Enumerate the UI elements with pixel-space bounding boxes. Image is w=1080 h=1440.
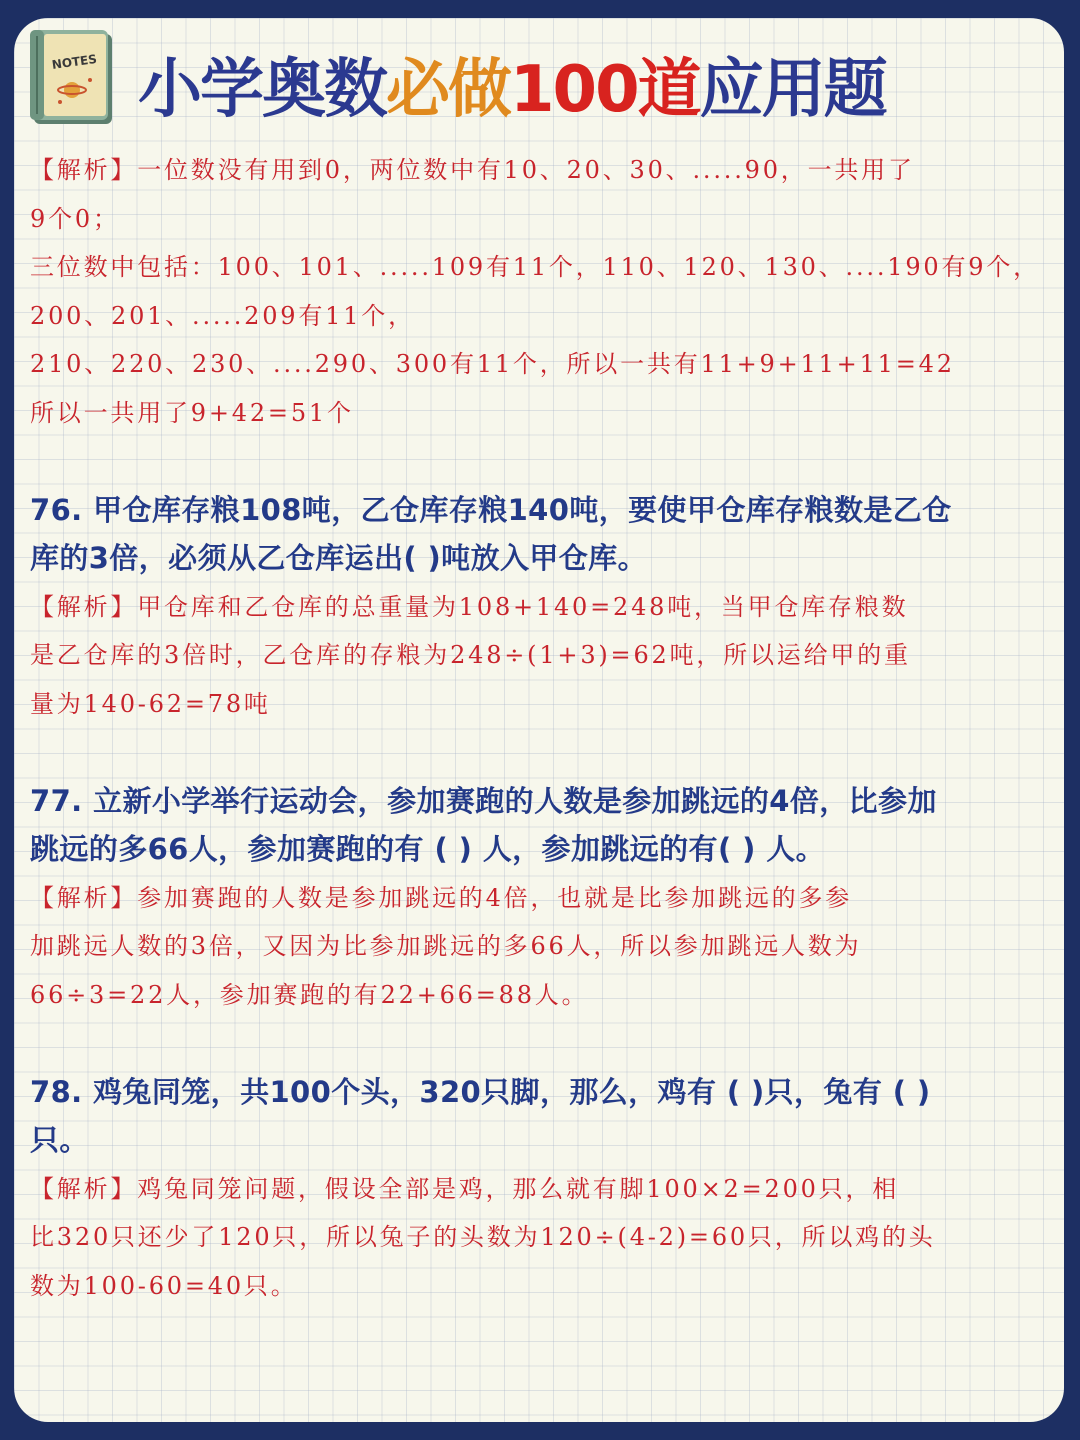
answer-line: 【解析】鸡兔同笼问题，假设全部是鸡，那么就有脚100×2=200只，相: [30, 1174, 900, 1203]
problem-77: [30, 777, 1055, 1020]
question-line: 只。: [30, 1123, 89, 1157]
answer-line: 比320只还少了120只，所以兔子的头数为120÷(4-2)=60只，所以鸡的头: [30, 1223, 936, 1251]
title-part-4: 应用题: [699, 53, 886, 127]
page-title: [138, 40, 886, 140]
question-line: 78. 鸡兔同笼，共100个头，320只脚，那么，鸡有 ( )只，兔有 ( ): [30, 1074, 931, 1109]
answer-line: 加跳远人数的3倍，又因为比参加跳远的多66人，所以参加跳远人数为: [30, 932, 862, 960]
answer-line: 量为140-62=78吨: [30, 689, 271, 718]
notebook-page: [14, 18, 1064, 1422]
question-line: 库的3倍，必须从乙仓库运出( )吨放入甲仓库。: [30, 541, 647, 575]
answer-line: 【解析】甲仓库和乙仓库的总重量为108+140=248吨，当甲仓库存粮数: [30, 592, 909, 621]
title-part-2: 必做: [386, 53, 510, 127]
answer-line: 66÷3=22人，参加赛跑的有22+66=88人。: [30, 980, 589, 1009]
answer-line: 【解析】参加赛跑的人数是参加跳远的4倍，也就是比参加跳远的多参: [30, 883, 853, 912]
notebook-icon: [26, 24, 122, 128]
answer-line: 9个0；: [30, 204, 120, 233]
answer-line: 所以一共用了9+42=51个: [30, 398, 354, 427]
title-part-3: 100道: [510, 53, 700, 127]
answer-line: 数为100-60=40只。: [30, 1271, 298, 1300]
answer-line: 三位数中包括：100、101、.....109有11个，110、120、130、....190有9个，: [30, 253, 1040, 281]
answer-line: 210、220、230、....290、300有11个，所以一共有11+9+11+11=42: [30, 350, 955, 378]
spacer: [30, 728, 1055, 777]
answer-line: 是乙仓库的3倍时，乙仓库的存粮为248÷(1+3)=62吨，所以运给甲的重: [30, 641, 911, 669]
answer-line: 【解析】一位数没有用到0，两位数中有10、20、30、.....90，一共用了: [30, 156, 915, 184]
question-line: 76. 甲仓库存粮108吨，乙仓库存粮140吨，要使甲仓库存粮数是乙仓: [30, 492, 952, 527]
notebook-label: NOTES: [50, 51, 98, 73]
problem-list: [30, 146, 1055, 1310]
question-line: 跳远的多66人，参加赛跑的有 ( ) 人，参加跳远的有( ) 人。: [30, 832, 826, 866]
question-line: 77. 立新小学举行运动会，参加赛跑的人数是参加跳远的4倍，比参加: [30, 783, 937, 818]
problem-76: [30, 486, 1055, 729]
title-part-1: 小学奥数: [138, 53, 386, 127]
problem-75-solution: [30, 146, 1055, 437]
spacer: [30, 1019, 1055, 1068]
spacer: [30, 437, 1055, 486]
problem-78: [30, 1068, 1055, 1311]
answer-line: 200、201、.....209有11个，: [30, 301, 415, 330]
